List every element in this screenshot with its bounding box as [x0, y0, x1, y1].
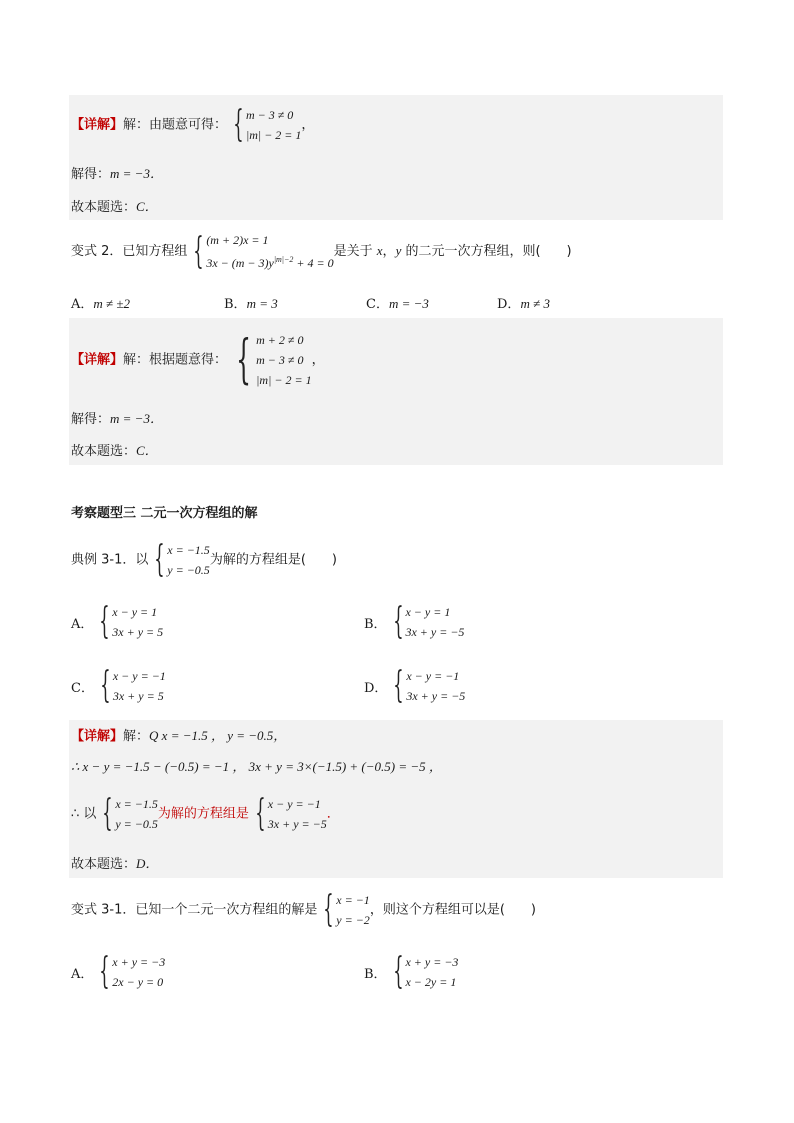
option-d: D． { x − y = −1 3x + y = −5	[364, 665, 466, 706]
solution-2-intro-line: 【详解】解：根据题意得： { m + 2 ≠ 0 m − 3 ≠ 0 |m| − 2 = 1 ，	[71, 330, 325, 390]
equation: m − 3 ≠ 0	[245, 108, 294, 122]
option-b: B．m = 3	[224, 296, 278, 312]
solution-1-intro-line: 【详解】解：由题意可得： { m − 3 ≠ 0 |m| − 2 = 1 ，	[71, 104, 315, 145]
solution-3-line-2: ∴ x − y = −1.5 − (−0.5) = −1 ， 3x + y = 3×(−1.5) + (−0.5) = −5 ，	[71, 759, 442, 774]
option-b: B． { x + y = −3 x − 2y = 1	[364, 951, 459, 992]
solution-1-solve-line: 解得：m = −3．	[71, 166, 163, 182]
solution-1-answer-line: 故本题选：C．	[71, 199, 158, 215]
equation-system: { x − y = −1 3x + y = −5	[255, 793, 327, 834]
solution-3-line-1: 【详解】解：Q x = −1.5 ， y = −0.5，	[71, 728, 287, 744]
solution-tag: 【详解】	[71, 117, 124, 133]
equation: |m| − 2 = 1	[245, 128, 302, 142]
option-a: A． { x + y = −3 2x − y = 0	[71, 951, 166, 992]
option-c: C．m = −3	[366, 296, 429, 312]
variant-2-question: 变式 2．已知方程组 { (m + 2)x = 1 $3x - (m - 3)y^{|m|-2} + 4 = 0$ 是关于 x，y 的二元一次方程组，则( )	[71, 230, 572, 272]
solution-2-answer-line: 故本题选：C．	[71, 443, 158, 459]
variant-3-1-question: 变式 3-1．已知一个二元一次方程组的解是 { x = −1 y = −2 ，则这个方程组可以是( )	[71, 889, 536, 930]
option-c: C． { x − y = −1 3x + y = 5	[71, 665, 166, 706]
option-b: B． { x − y = 1 3x + y = −5	[364, 601, 465, 642]
equation-system: { (m + 2)x = 1 $3x - (m - 3)y^{|m|-2} + 4 = 0$	[193, 230, 334, 272]
option-d: D．m ≠ 3	[497, 296, 550, 312]
solution-2-solve-line: 解得：m = −3．	[71, 411, 163, 427]
section-title: 考察题型三 二元一次方程组的解	[71, 506, 258, 521]
solution-intro: 解：由题意可得：	[123, 117, 228, 133]
option-a: A． { x − y = 1 3x + y = 5	[71, 601, 164, 642]
example-3-1-question: 典例 3-1．以 { x = −1.5 y = −0.5 为解的方程组是( )	[71, 539, 337, 580]
equation-system: { m + 2 ≠ 0 m − 3 ≠ 0 |m| − 2 = 1	[236, 330, 312, 390]
equation-system: { x = −1 y = −2	[323, 889, 370, 930]
solution-3-line-3: ∴ 以 { x = −1.5 y = −0.5 为解的方程组是 { x − y = −1 3x + y = −5 ．	[71, 793, 340, 834]
equation-system: { x = −1.5 y = −0.5	[154, 539, 210, 580]
equation-system: { m − 3 ≠ 0 |m| − 2 = 1	[233, 104, 302, 145]
solution-3-answer-line: 故本题选：D．	[71, 856, 159, 872]
option-a: A．m ≠ ±2	[71, 296, 131, 312]
equation-system: { x = −1.5 y = −0.5	[102, 793, 158, 834]
